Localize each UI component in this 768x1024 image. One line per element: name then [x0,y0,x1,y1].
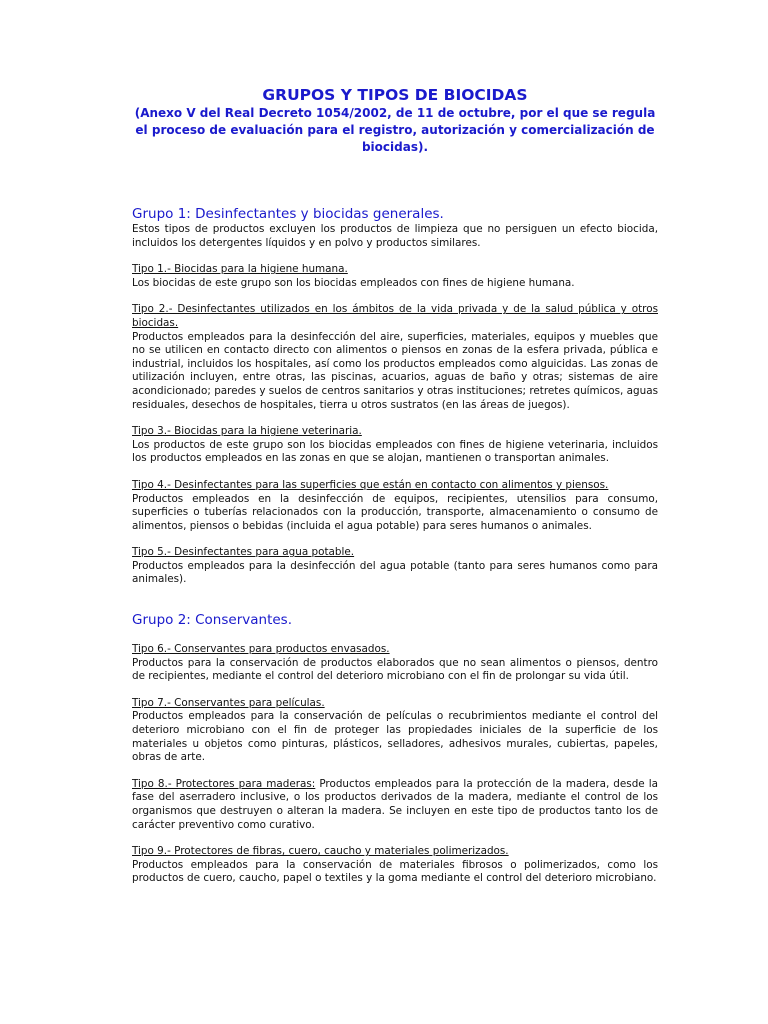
type-heading: Tipo 6.- Conservantes para productos envasados. [132,643,390,656]
type-heading: Tipo 7.- Conservantes para películas. [132,696,325,709]
type-heading: Tipo 4.- Desinfectantes para las superficies que están en contacto con alimentos y piensos. [132,478,609,491]
document-title: GRUPOS Y TIPOS DE BIOCIDAS [262,86,528,104]
type-entry [132,845,658,886]
type-description: Los productos de este grupo son los biocidas empleados con fines de higiene veterinaria, incluidos los productos empleados en las zonas en que se alojan, mantienen o transportan animales. [132,438,658,465]
group-1-intro: Estos tipos de productos excluyen los productos de limpieza que no persiguen un efecto biocida, incluidos los detergentes líquidos y en polvo y productos similares. [132,223,658,249]
type-description: Productos empleados para la desinfección del aire, superficies, materiales, equipos y muebles que no se utilicen en contacto directo con alimentos o piensos en zonas de la esfera privada, pública e industrial, incluidos los hospitales, así como los productos empleados como alguicidas. Las zonas de utilización incluyen, entre otras, las piscinas, acuarios, aguas de baño y otras; sistemas de aire acondicionado; paredes y suelos de centros sanitarios y otras instituciones; retretes químicos, aguas residuales, desechos de hospitales, tierra u otros sustratos (en las áreas de juegos). [132,330,658,411]
document-subtitle: (Anexo V del Real Decreto 1054/2002, de 11 de octubre, por el que se regula el proceso de evaluación para el registro, autorización y comercialización de biocidas). [134,106,656,154]
type-heading: Tipo 2.- Desinfectantes utilizados en los ámbitos de la vida privada y de la salud pública y otros biocidas. [132,303,658,329]
type-entry [132,479,658,533]
type-heading: Tipo 8.- Protectores para maderas: [132,777,316,790]
type-entry [132,303,658,412]
type-description: Productos empleados para la protección de la madera, desde la fase del aserradero inclusive, o los productos derivados de la madera, mediante el control de los organismos que destruyen o alteran la madera. Se incluyen en este tipo de productos tanto los de carácter preventivo como curativo. [132,777,658,831]
type-heading: Tipo 3.- Biocidas para la higiene veterinaria. [132,425,362,438]
type-entry [132,546,658,587]
type-description: Productos empleados para la conservación de películas o recubrimientos mediante el control del deterioro microbiano con el fin de proteger las propiedades iniciales de la superficie de los materiales u objetos como pinturas, plásticos, selladores, adhesivos murales, cubiertas, papeles, obras de arte. [132,710,658,764]
type-entry [132,778,658,832]
type-description: Productos empleados para la conservación de materiales fibrosos o polimerizados, como los productos de cuero, caucho, papel o textiles y la goma mediante el control del deterioro microbiano. [132,858,658,885]
group-1-heading: Grupo 1: Desinfectantes y biocidas generales. [132,206,444,222]
type-entry [132,425,658,466]
type-description: Los biocidas de este grupo son los biocidas empleados con fines de higiene humana. [132,276,575,289]
type-entry [132,263,658,290]
type-entry [132,643,658,684]
type-description: Productos empleados en la desinfección de equipos, recipientes, utensilios para consumo, superficies o tuberías relacionados con la producción, transporte, almacenamiento o consumo de alimentos, piensos o bebidas (incluida el agua potable) para seres humanos o animales. [132,492,658,532]
type-description: Productos para la conservación de productos elaborados que no sean alimentos o piensos, dentro de recipientes, mediante el control del deterioro microbiano con el fin de prolongar su vida útil. [132,656,658,683]
group-2-heading: Grupo 2: Conservantes. [132,612,292,629]
type-description: Productos empleados para la desinfección del agua potable (tanto para seres humanos como para animales). [132,559,658,586]
type-heading: Tipo 5.- Desinfectantes para agua potable. [132,546,355,559]
type-heading: Tipo 9.- Protectores de fibras, cuero, caucho y materiales polimerizados. [132,845,509,858]
type-entry [132,697,658,765]
type-heading: Tipo 1.- Biocidas para la higiene humana. [132,263,348,276]
document-page [132,86,658,886]
